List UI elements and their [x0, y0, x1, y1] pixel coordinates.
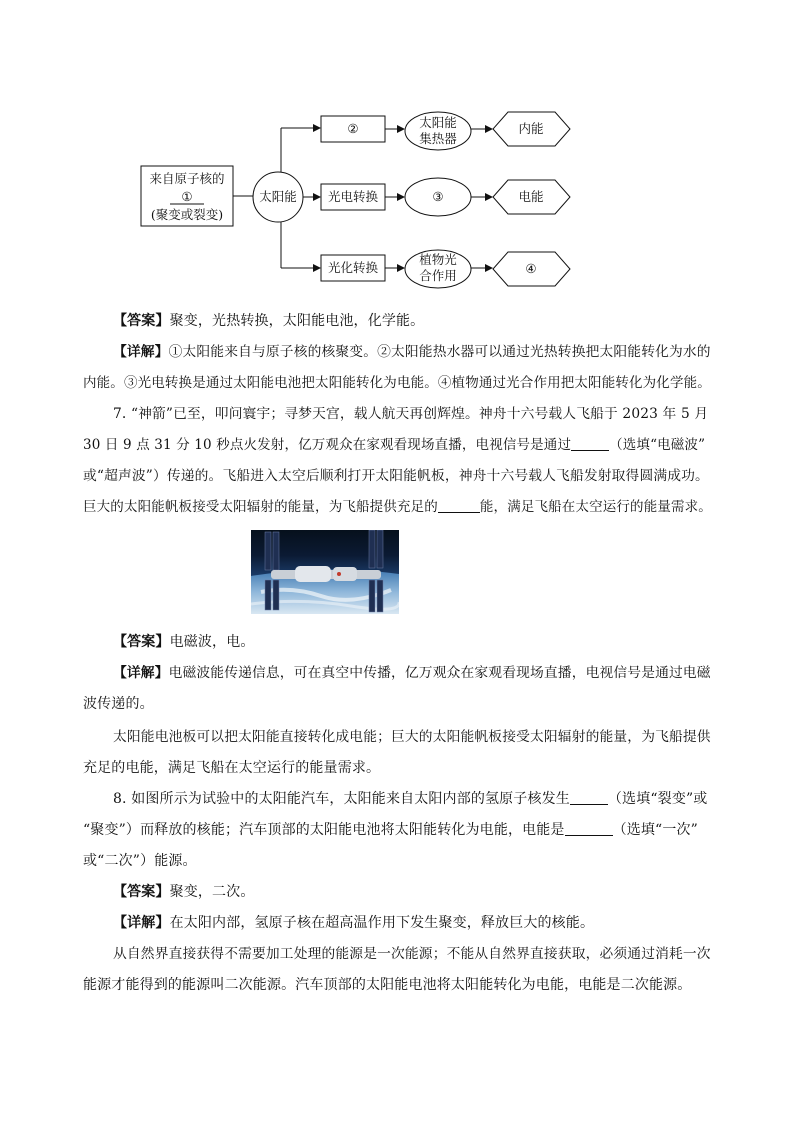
result-label-2: 电能 [518, 189, 544, 204]
result-label-3: ④ [525, 261, 537, 276]
q8-answer [113, 882, 713, 902]
answer-text: 聚变，二次。 [169, 884, 255, 900]
device-label-3b: 合作用 [419, 268, 457, 283]
source-line3: (聚变或裂变) [150, 207, 224, 222]
q8-line3: 或“二次”）能源。 [83, 853, 197, 869]
device-label-1a: 太阳能 [419, 115, 457, 130]
detail-text: 在太阳内部，氢原子核在超高温作用下发生聚变，释放巨大的核能。 [169, 915, 595, 931]
process-label-1: ② [347, 121, 359, 136]
q7-line1: 7. “神箭”已至，叩问寰宇；寻梦天宫，载人航天再创辉煌。神舟十六号载人飞船于 2023 年 5 月 [113, 406, 709, 422]
detail-tag: 【详解】 [113, 915, 170, 931]
sun-label: 太阳能 [259, 189, 297, 204]
process-label-3: 光化转换 [327, 260, 379, 275]
answer-text: 聚变，光热转换，太阳能电池，化学能。 [169, 313, 425, 329]
q8-detail-line2: 从自然界直接获得不需要加工处理的能源是一次能源；不能从自然界直接获取，必须通过消耗一次 [113, 946, 711, 962]
q8-line1-text: 8. 如图所示为试验中的太阳能汽车，太阳能来自太阳内部的氢原子核发生 [113, 791, 570, 807]
detail-tag: 【详解】 [113, 665, 169, 681]
q7-line4 [83, 497, 713, 517]
q6-detail-line2: 内能。③光电转换是通过太阳能电池把太阳能转化为电能。④植物通过光合作用把太阳能转化为化学能。 [83, 375, 711, 391]
detail-text: ①太阳能来自与原子核的核聚变。②太阳能热水器可以通过光热转换把太阳能转化为水的 [168, 344, 711, 360]
q7-line3: 或“超声波”）传递的。飞船进入太空后顺利打开太阳能帆板，神舟十六号载人飞船发射取得圆满成功。 [83, 468, 709, 484]
source-line1: 来自原子核的 [149, 171, 225, 186]
answer-tag: 【答案】 [113, 634, 170, 650]
answer-tag: 【答案】 [113, 884, 170, 900]
source-line2: ① [181, 189, 193, 204]
q7-detail-line2: 波传递的。 [83, 696, 154, 712]
q7-line4-tail: 能，满足飞船在太空运行的能量需求。 [479, 499, 712, 515]
q8-line2-hint: （选填“一次” [612, 822, 698, 838]
detail-tag: 【详解】 [113, 344, 169, 360]
answer-text: 电磁波，电。 [169, 634, 255, 650]
device-label-1b: 集热器 [419, 131, 457, 146]
q8-line2 [83, 820, 713, 840]
answer-blank[interactable] [565, 821, 613, 836]
process-label-2: 光电转换 [327, 189, 379, 204]
q8-detail-line1 [113, 913, 713, 933]
q7-line2-hint: （选填“电磁波” [609, 437, 706, 453]
q7-answer [113, 632, 713, 652]
device-label-3a: 植物光 [419, 252, 457, 267]
q7-line2-text: 30 日 9 点 31 分 10 秒点火发射，亿万观众在家观看现场直播，电视信号是通过 [83, 437, 572, 453]
q8-detail-line3: 能源才能得到的能源叫二次能源。汽车顶部的太阳能电池将太阳能转化为电能，电能是二次能源。 [83, 977, 692, 993]
q7-line4-text: 巨大的太阳能帆板接受太阳辐射的能量，为飞船提供充足的 [83, 499, 438, 515]
answer-blank[interactable] [570, 790, 608, 805]
q8-line1-hint: （选填“裂变”或 [607, 791, 708, 807]
device-label-2: ③ [432, 189, 444, 204]
q8-line1 [113, 789, 713, 809]
q7-detail-line3: 太阳能电池板可以把太阳能直接转化成电能；巨大的太阳能帆板接受太阳辐射的能量，为飞船提供 [113, 729, 711, 745]
q7-line2 [83, 435, 713, 455]
q7-detail-line4: 充足的电能，满足飞船在太空运行的能量需求。 [83, 760, 381, 776]
detail-text: 电磁波能传递信息，可在真空中传播，亿万观众在家观看现场直播，电视信号是通过电磁 [168, 665, 711, 681]
q7-detail-line1 [113, 663, 713, 683]
answer-blank[interactable] [438, 498, 480, 513]
q6-detail-line1 [113, 342, 713, 362]
space-station-photo [251, 530, 399, 614]
answer-blank[interactable] [571, 436, 609, 451]
q8-line2-text: “聚变”）而释放的核能；汽车顶部的太阳能电池将太阳能转化为电能，电能是 [83, 822, 565, 838]
answer-tag: 【答案】 [113, 313, 170, 329]
result-label-1: 内能 [518, 121, 544, 136]
q6-answer [113, 311, 713, 331]
solar-energy-diagram [138, 104, 578, 294]
